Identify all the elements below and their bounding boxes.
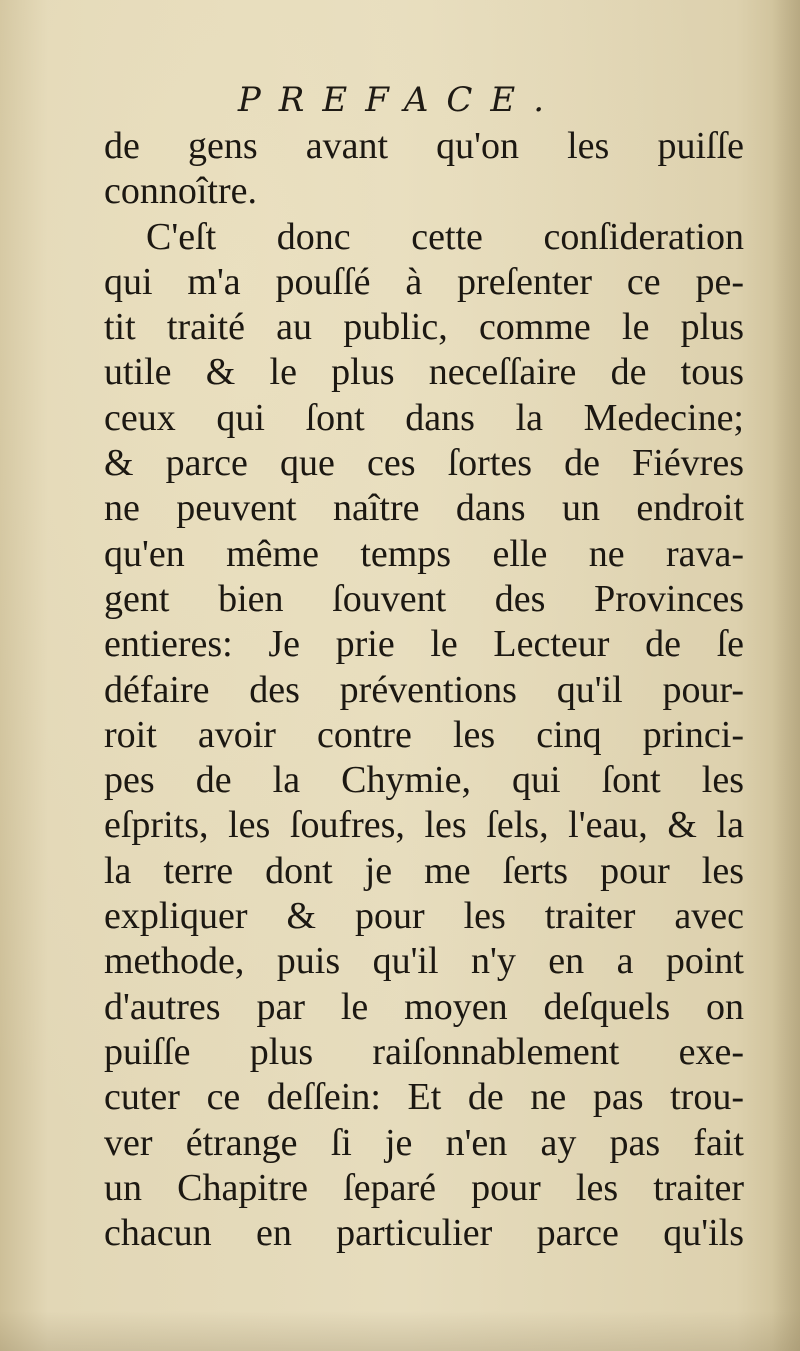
text-line: cuter ce deſſein: Et de ne pas trou- (104, 1076, 744, 1119)
text-line: expliquer & pour les traiter avec (104, 895, 744, 938)
text-line: pes de la Chymie, qui ſont les (104, 759, 744, 802)
text-line: utile & le plus neceſſaire de tous (104, 351, 744, 394)
text-line: ceux qui ſont dans la Medecine; (104, 396, 744, 439)
text-line: la terre dont je me ſerts pour les (104, 849, 744, 892)
text-line: qui m'a pouſſé à preſenter ce pe- (104, 260, 744, 303)
text-line: ne peuvent naître dans un endroit (104, 487, 744, 530)
body-text (104, 124, 744, 1256)
text-line: qu'en même temps elle ne rava- (104, 532, 744, 575)
text-line: gent bien ſouvent des Provinces (104, 577, 744, 620)
text-line: methode, puis qu'il n'y en a point (104, 940, 744, 983)
text-line: ver étrange ſi je n'en ay pas fait (104, 1121, 744, 1164)
text-line: eſprits, les ſoufres, les ſels, l'eau, & la (104, 804, 744, 847)
running-head: PREFACE. (237, 80, 563, 120)
page-bottom-shadow (0, 1311, 800, 1351)
page-edge-shadow (772, 0, 800, 1351)
text-line: puiſſe plus raiſonnablement exe- (104, 1030, 744, 1073)
text-line: tit traité au public, comme le plus (104, 306, 744, 349)
text-line: défaire des préventions qu'il pour- (104, 668, 744, 711)
text-line: entieres: Je prie le Lecteur de ſe (104, 623, 744, 666)
text-line: de gens avant qu'on les puiſſe (104, 125, 744, 167)
text-line: un Chapitre ſeparé pour les traiter (104, 1166, 744, 1209)
text-line: chacun en particulier parce qu'ils (104, 1212, 744, 1255)
text-line: roit avoir contre les cinq princi- (104, 713, 744, 756)
text-line: connoître. (104, 170, 258, 213)
text-line: C'eſt donc cette conſideration (146, 215, 744, 258)
text-line: d'autres par le moyen deſquels on (104, 985, 744, 1028)
text-line: & parce que ces ſortes de Fiévres (104, 442, 744, 485)
